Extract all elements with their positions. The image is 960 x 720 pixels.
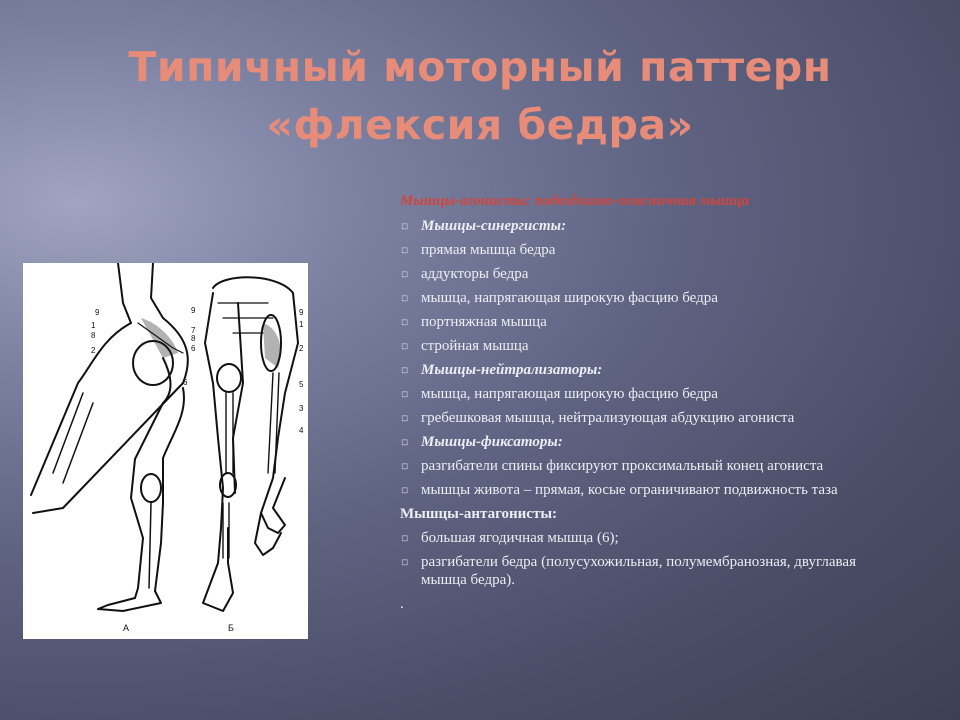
slide-title-line1: Типичный моторный паттерн (128, 43, 832, 91)
list-item-text: Мышцы-синергисты: (421, 218, 567, 234)
label-b: Б (228, 623, 234, 633)
anatomical-figure (23, 263, 308, 639)
list-item-text: разгибатели спины фиксируют проксимальный конец агониста (421, 458, 824, 474)
list-item (400, 337, 900, 355)
leg-muscles-drawing (23, 263, 308, 639)
bullet-icon: ◽ (401, 533, 409, 544)
list-item (400, 385, 900, 403)
list-item-text: разгибатели бедра (полусухожильная, полумембранозная, двуглавая мышца бедра). (421, 554, 856, 588)
label-left-4: 6 (183, 378, 188, 387)
bullet-icon: ◽ (401, 389, 409, 400)
list-item (400, 409, 900, 427)
list-item-text: мышца, напрягающая широкую фасцию бедра (421, 290, 718, 306)
list-item (400, 289, 900, 307)
list-item-text: мышцы живота – прямая, косые ограничивают подвижность таза (421, 482, 838, 498)
label-mid-2: 8 (191, 334, 196, 343)
label-left-2: 8 (91, 331, 96, 340)
list-item-text: прямая мышца бедра (421, 242, 556, 258)
label-left-3: 2 (91, 346, 96, 355)
bullet-icon: ◽ (401, 437, 409, 448)
label-left-1: 1 (91, 321, 96, 330)
slide-title-line2: «флексия бедра» (266, 101, 694, 149)
label-right-2: 2 (299, 344, 304, 353)
list-item-text: портняжная мышца (421, 314, 547, 330)
bullet-icon: ◽ (401, 485, 409, 496)
label-a: А (123, 623, 130, 633)
label-right-1: 1 (299, 320, 304, 329)
bullet-icon: ◽ (401, 557, 409, 568)
label-right-0: 9 (299, 308, 304, 317)
antagonists-list (400, 529, 900, 589)
bullet-icon: ◽ (401, 341, 409, 352)
label-right-3: 5 (299, 380, 304, 389)
list-item (400, 313, 900, 331)
trailing-dot: . (400, 596, 404, 612)
list-item (400, 241, 900, 259)
list-item (400, 481, 900, 499)
slide-body (400, 192, 900, 614)
list-item-text: большая ягодичная мышца (6); (421, 530, 619, 546)
list-item-text: гребешковая мышца, нейтрализующая абдукцию агониста (421, 410, 795, 426)
bullet-icon: ◽ (401, 413, 409, 424)
list-item-text: стройная мышца (421, 338, 529, 354)
bullet-icon: ◽ (401, 365, 409, 376)
label-mid-1: 7 (191, 326, 196, 335)
label-left-0: 9 (95, 308, 100, 317)
list-item-text: мышца, напрягающая широкую фасцию бедра (421, 386, 718, 402)
list-item-text: аддукторы бедра (421, 266, 529, 282)
list-item (400, 265, 900, 283)
bullet-icon: ◽ (401, 269, 409, 280)
list-item (400, 457, 900, 475)
bullet-icon: ◽ (401, 461, 409, 472)
label-right-4: 3 (299, 404, 304, 413)
label-mid-3: 6 (191, 344, 196, 353)
list-item (400, 217, 900, 235)
bullet-icon: ◽ (401, 221, 409, 232)
list-item (400, 361, 900, 379)
label-mid-0: 9 (191, 306, 196, 315)
slide-title (40, 38, 920, 154)
synergists-list (400, 217, 900, 499)
list-item (400, 553, 900, 589)
bullet-icon: ◽ (401, 245, 409, 256)
list-item (400, 433, 900, 451)
antagonists-heading: Мышцы-антагонисты: (400, 506, 558, 522)
list-item (400, 529, 900, 547)
bullet-icon: ◽ (401, 317, 409, 328)
label-right-5: 4 (299, 426, 304, 435)
bullet-icon: ◽ (401, 293, 409, 304)
list-item-text: Мышцы-фиксаторы: (421, 434, 563, 450)
agonists-heading: Мышцы-агонисты: подвздошно-поясничная мышца (400, 193, 750, 209)
list-item-text: Мышцы-нейтрализаторы: (421, 362, 603, 378)
